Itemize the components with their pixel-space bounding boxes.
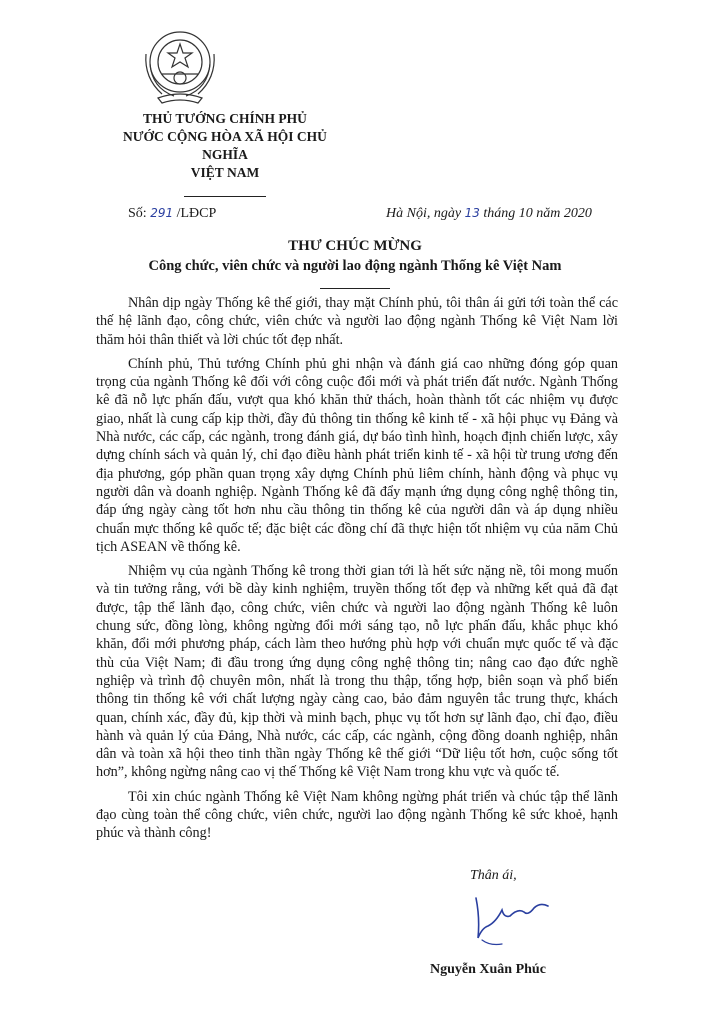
paragraph-4: Tôi xin chúc ngành Thống kê Việt Nam không ngừng phát triển và chúc tập thể lãnh đạo cùng toàn thể công chức, viên chức, người lao động ngành Thống kê sức khoẻ, hạnh phúc và thành công! bbox=[96, 788, 618, 842]
title-line-2: Công chức, viên chức và người lao động ngành Thống kê Việt Nam bbox=[148, 258, 562, 274]
number-prefix: Số: bbox=[128, 206, 151, 221]
signature-icon bbox=[468, 888, 558, 948]
date-month-year: tháng 10 năm 2020 bbox=[479, 206, 592, 221]
issuer-line-2: NƯỚC CỘNG HÒA XÃ HỘI CHỦ NGHĨA bbox=[123, 129, 327, 162]
closing-salutation: Thân ái, bbox=[470, 868, 517, 883]
title-divider bbox=[320, 288, 390, 289]
number-suffix: /LĐCP bbox=[173, 206, 217, 221]
letter-title bbox=[100, 236, 610, 289]
paragraph-1: Nhân dịp ngày Thống kê thế giới, thay mặt Chính phủ, tôi thân ái gửi tới toàn thể các thế hệ lãnh đạo, công chức, viên chức và người lao động ngành Thống kê Việt Nam lời thăm hỏi thân thiết và lời chúc tốt đẹp nhất. bbox=[96, 295, 618, 348]
title-line-1: THƯ CHÚC MỪNG bbox=[288, 238, 422, 254]
issuer-block bbox=[104, 110, 346, 197]
paragraph-2: Chính phủ, Thủ tướng Chính phủ ghi nhận và đánh giá cao những đóng góp quan trọng của ngành Thống kê đối với công cuộc đổi mới và phát triển đất nước. Ngành Thống kê đã nỗ lực phấn đấu, vượt qua khó khăn thử thách, hoàn thành tốt các nhiệm vụ được giao, nhất là cung cấp kịp thời, đầy đủ thông tin thống kê kinh tế - xã hội phục vụ Đảng và Nhà nước, các cấp, các ngành, trong đánh giá, dự báo tình hình, hoạch định chiến lược, xây dựng chính sách và quản lý, chỉ đạo điều hành phát triển kinh tế - xã hội từ trung ương đến địa phương, góp phần quan trọng xây dựng Chính phủ liêm chính, hành động và phục vụ người dân và doanh nghiệp. Ngành Thống kê đã đẩy mạnh ứng dụng công nghệ thông tin, đáp ứng ngày càng tốt hơn nhu cầu thông tin thống kê của người dân và áp dụng nhiều chuẩn mực thống kê quốc tế; đặc biệt các đồng chí đã thực hiện tốt nhiệm vụ của năm Chủ tịch ASEAN về thống kê. bbox=[96, 355, 618, 555]
document-number bbox=[128, 206, 216, 222]
date-day: 13 bbox=[464, 206, 480, 220]
issuer-divider bbox=[184, 196, 266, 197]
signer-name: Nguyễn Xuân Phúc bbox=[430, 962, 546, 977]
issuer-line-3: VIỆT NAM bbox=[190, 165, 260, 180]
letter-body bbox=[96, 294, 618, 849]
number-value: 291 bbox=[150, 206, 174, 220]
place-date bbox=[386, 206, 592, 222]
national-emblem-icon bbox=[128, 24, 232, 106]
paragraph-3: Nhiệm vụ của ngành Thống kê trong thời gian tới là hết sức nặng nề, tôi mong muốn và tin tưởng rằng, với bề dày kinh nghiệm, truyền thống tốt đẹp và những kết quả đã đạt được, tập thể lãnh đạo, công chức, viên chức và người lao động ngành Thống kê luôn chung sức, đồng lòng, không ngừng đổi mới sáng tạo, nỗ lực phấn đấu, khắc phục khó khăn, đổi mới phương pháp, cách làm theo hướng phù hợp với chuẩn mực quốc tế và đặc thù của Việt Nam; đi đầu trong ứng dụng công nghệ thông tin; nâng cao đạo đức nghề nghiệp và trình độ chuyên môn, nhất là trong thu thập, tổng hợp, biên soạn và phổ biến thông tin thống kê với chất lượng ngày càng cao, bảo đảm nguyên tắc trung thực, khách quan, chính xác, đầy đủ, kịp thời và minh bạch, phục vụ tốt hơn sự lãnh đạo, chỉ đạo, điều hành và quản lý của Đảng, Nhà nước, các cấp, các ngành, cộng đồng doanh nghiệp, nhân dân và toàn xã hội theo tinh thần ngày Thống kê thế giới “Dữ liệu tốt hơn, cuộc sống tốt hơn”, không ngừng nâng cao vị thế Thống kê Việt Nam trong khu vực và quốc tế. bbox=[96, 563, 618, 781]
issuer-line-1: THỦ TƯỚNG CHÍNH PHỦ bbox=[143, 111, 307, 126]
place-date-prefix: Hà Nội, ngày bbox=[386, 206, 465, 221]
